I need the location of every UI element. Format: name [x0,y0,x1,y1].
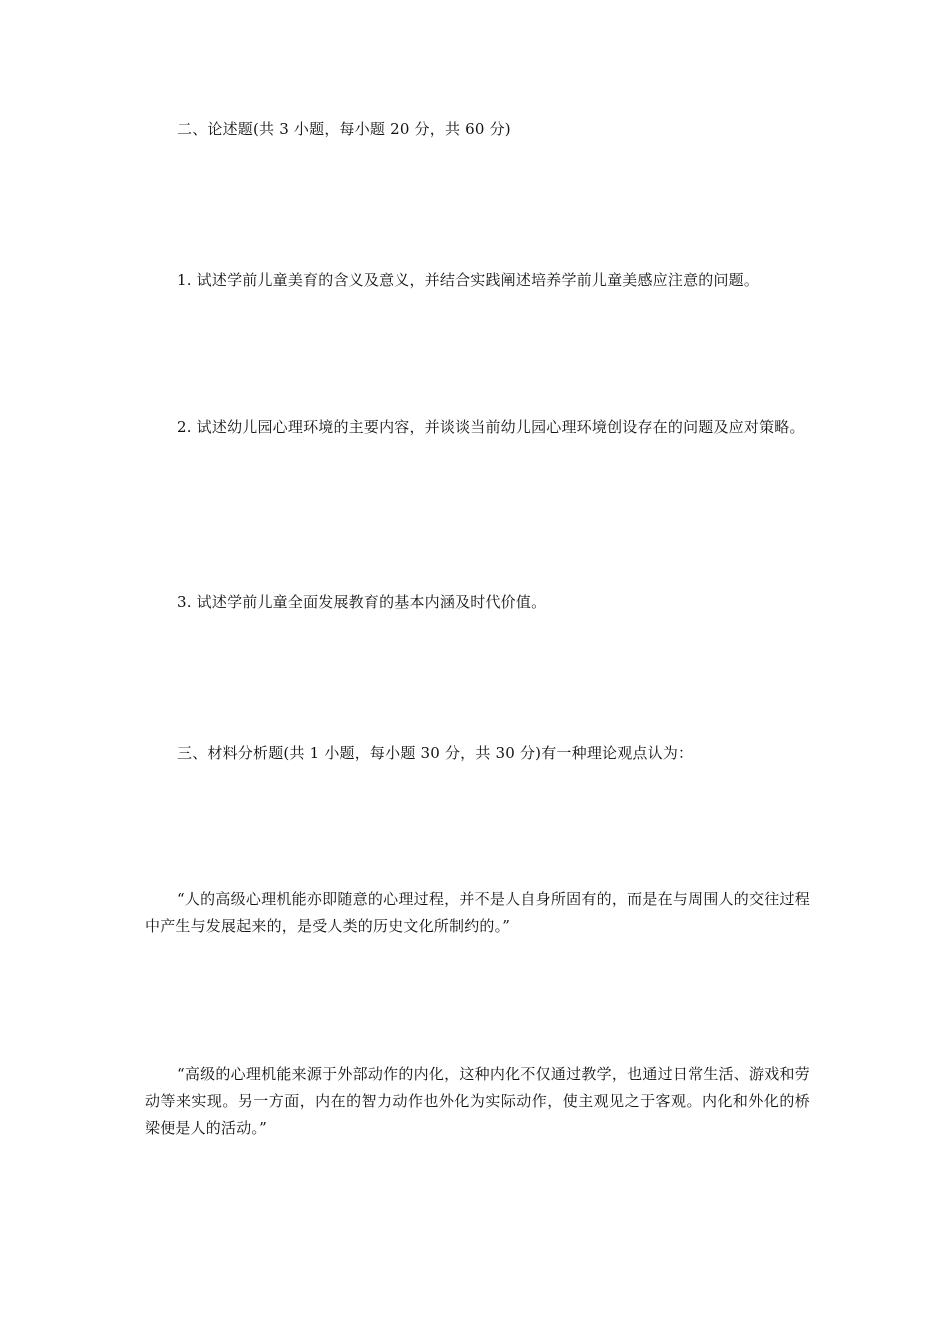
section-heading-material-analysis: 三、材料分析题(共 1 小题，每小题 30 分，共 30 分)有一种理论观点认为： [177,744,694,762]
section-heading-essay: 二、论述题(共 3 小题，每小题 20 分，共 60 分) [177,120,511,138]
quote-paragraph-2: “高级的心理机能来源于外部动作的内化，这种内化不仅通过教学，也通过日常生活、游戏和劳动等来实现。另一方面，内在的智力动作也外化为实际动作，使主观见之于客观。内化和外化的桥梁便是人的活动。” [145,1065,810,1137]
essay-question-1: 1. 试述学前儿童美育的含义及意义，并结合实践阐述培养学前儿童美感应注意的问题。 [177,271,760,289]
essay-question-3: 3. 试述学前儿童全面发展教育的基本内涵及时代价值。 [177,593,547,611]
quote-paragraph-1: “人的高级心理机能亦即随意的心理过程，并不是人自身所固有的，而是在与周围人的交往过程中产生与发展起来的，是受人类的历史文化所制约的。” [145,890,810,935]
essay-question-2: 2. 试述幼儿园心理环境的主要内容，并谈谈当前幼儿园心理环境创设存在的问题及应对策略。 [177,418,805,436]
